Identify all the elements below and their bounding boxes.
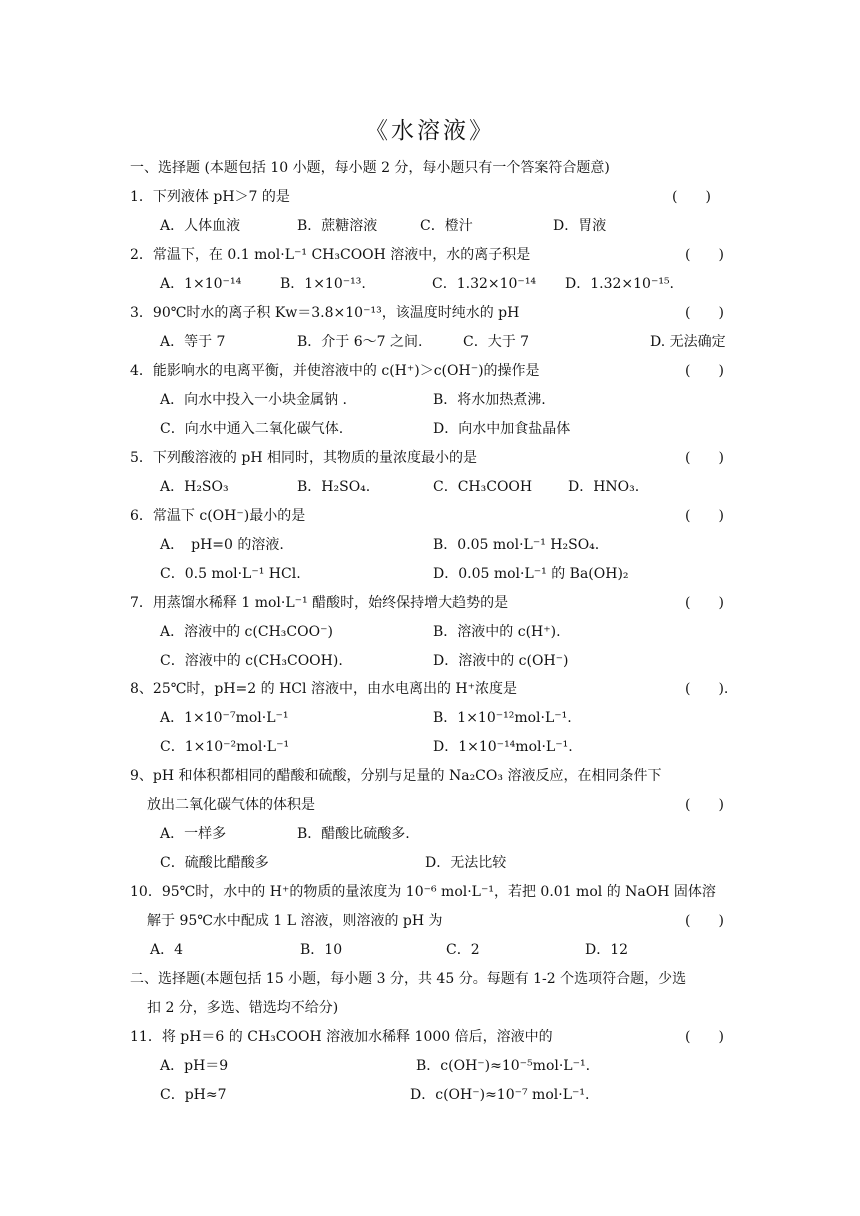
q11-option-b: B．c(OH⁻)≈10⁻⁵mol·L⁻¹. [416, 1058, 591, 1074]
q10-option-a: A．4 [150, 942, 184, 958]
q11-stem: 11．将 pH＝6 的 CH₃COOH 溶液加水稀释 1000 倍后，溶液中的 [130, 1029, 553, 1045]
q10-answer-blank: ( ) [685, 913, 724, 929]
q7-option-d: D．溶液中的 c(OH⁻) [433, 653, 569, 669]
q7-option-c: C．溶液中的 c(CH₃COOH). [160, 653, 343, 669]
q10-option-b: B．10 [300, 942, 343, 958]
section-2-heading-line-2: 扣 2 分，多选、错选均不给分) [147, 1000, 339, 1016]
q9-option-d: D．无法比较 [425, 855, 507, 871]
q4-option-d: D．向水中加食盐晶体 [433, 421, 571, 437]
q4-option-c: C．向水中通入二氧化碳气体. [160, 421, 344, 437]
q6-option-c: C．0.5 mol·L⁻¹ HCl. [160, 566, 301, 582]
q7-answer-blank: ( ) [685, 595, 724, 611]
q10-stem-line-1: 10．95℃时，水中的 H⁺的物质的量浓度为 10⁻⁶ mol·L⁻¹，若把 0.01 mol 的 NaOH 固体溶 [130, 884, 716, 900]
q1-option-d: D．胃液 [553, 218, 607, 234]
q5-stem: 5．下列酸溶液的 pH 相同时，其物质的量浓度最小的是 [130, 450, 477, 466]
q2-stem: 2．常温下，在 0.1 mol·L⁻¹ CH₃COOH 溶液中，水的离子积是 [130, 247, 531, 263]
q8-option-b: B．1×10⁻¹²mol·L⁻¹. [433, 710, 572, 726]
q9-option-a: A．一样多 [160, 826, 227, 842]
q1-option-b: B．蔗糖溶液 [297, 218, 378, 234]
q10-stem-line-2: 解于 95℃水中配成 1 L 溶液，则溶液的 pH 为 [147, 913, 443, 929]
q9-option-c: C．硫酸比醋酸多 [160, 855, 269, 871]
q5-option-b: B．H₂SO₄. [297, 479, 371, 495]
q8-option-a: A．1×10⁻⁷mol·L⁻¹ [160, 710, 289, 726]
q6-stem: 6．常温下 c(OH⁻)最小的是 [130, 508, 306, 524]
q1-option-c: C．橙汁 [420, 218, 473, 234]
q11-option-a: A．pH＝9 [160, 1058, 229, 1074]
q9-option-b: B．醋酸比硫酸多. [297, 826, 410, 842]
q7-stem: 7．用蒸馏水稀释 1 mol·L⁻¹ 醋酸时，始终保持增大趋势的是 [130, 595, 509, 611]
q4-stem: 4．能影响水的电离平衡，并使溶液中的 c(H⁺)＞c(OH⁻)的操作是 [130, 363, 540, 379]
section-2-heading-line-1: 二、选择题(本题包括 15 小题，每小题 3 分，共 45 分。每题有 1-2 个选项符合题，少选 [130, 971, 687, 987]
q11-option-c: C．pH≈7 [160, 1087, 227, 1103]
q8-answer-blank: ( ). [685, 681, 729, 697]
q3-option-b: B．介于 6～7 之间. [297, 334, 423, 350]
q8-stem: 8、25℃时，pH=2 的 HCl 溶液中，由水电离出的 H⁺浓度是 [130, 681, 517, 697]
q11-answer-blank: ( ) [685, 1029, 724, 1045]
q6-option-d: D．0.05 mol·L⁻¹ 的 Ba(OH)₂ [433, 566, 629, 582]
q10-option-c: C．2 [446, 942, 480, 958]
q5-option-a: A．H₂SO₃ [160, 479, 229, 495]
q3-answer-blank: ( ) [685, 305, 724, 321]
q1-answer-blank: ( ) [672, 189, 711, 205]
q4-answer-blank: ( ) [685, 363, 724, 379]
q9-stem-line-2: 放出二氧化碳气体的体积是 [147, 797, 315, 813]
q9-answer-blank: ( ) [685, 797, 724, 813]
q5-option-d: D．HNO₃. [568, 479, 640, 495]
q8-option-c: C．1×10⁻²mol·L⁻¹ [160, 739, 290, 755]
q6-option-a: A． pH=0 的溶液. [160, 537, 284, 553]
q3-option-c: C．大于 7 [463, 334, 530, 350]
q1-option-a: A．人体血液 [160, 218, 241, 234]
document-title: 《水溶液》 [365, 118, 495, 144]
q2-option-d: D．1.32×10⁻¹⁵. [565, 276, 675, 292]
q5-answer-blank: ( ) [685, 450, 724, 466]
q3-option-a: A．等于 7 [160, 334, 226, 350]
q11-option-d: D．c(OH⁻)≈10⁻⁷ mol·L⁻¹. [410, 1087, 590, 1103]
q4-option-a: A．向水中投入一小块金属钠 . [160, 392, 348, 408]
q2-option-c: C．1.32×10⁻¹⁴ [432, 276, 537, 292]
section-1-heading: 一、选择题 (本题包括 10 小题，每小题 2 分，每小题只有一个答案符合题意) [130, 160, 610, 176]
q9-stem-line-1: 9、pH 和体积都相同的醋酸和硫酸，分别与足量的 Na₂CO₃ 溶液反应，在相同条件下 [130, 768, 662, 784]
q2-answer-blank: ( ) [685, 247, 724, 263]
q3-stem: 3．90℃时水的离子积 Kw＝3.8×10⁻¹³，该温度时纯水的 pH [130, 305, 520, 321]
q4-option-b: B．将水加热煮沸. [433, 392, 546, 408]
q8-option-d: D．1×10⁻¹⁴mol·L⁻¹. [433, 739, 573, 755]
q2-option-b: B．1×10⁻¹³. [280, 276, 366, 292]
q5-option-c: C．CH₃COOH [433, 479, 533, 495]
q6-answer-blank: ( ) [685, 508, 724, 524]
q7-option-b: B．溶液中的 c(H⁺). [433, 624, 561, 640]
q6-option-b: B．0.05 mol·L⁻¹ H₂SO₄. [433, 537, 600, 553]
q3-option-d: D. 无法确定 [650, 334, 726, 350]
q10-option-d: D．12 [585, 942, 629, 958]
q7-option-a: A．溶液中的 c(CH₃COO⁻) [160, 624, 333, 640]
q2-option-a: A．1×10⁻¹⁴ [160, 276, 242, 292]
q1-stem: 1．下列液体 pH＞7 的是 [130, 189, 290, 205]
